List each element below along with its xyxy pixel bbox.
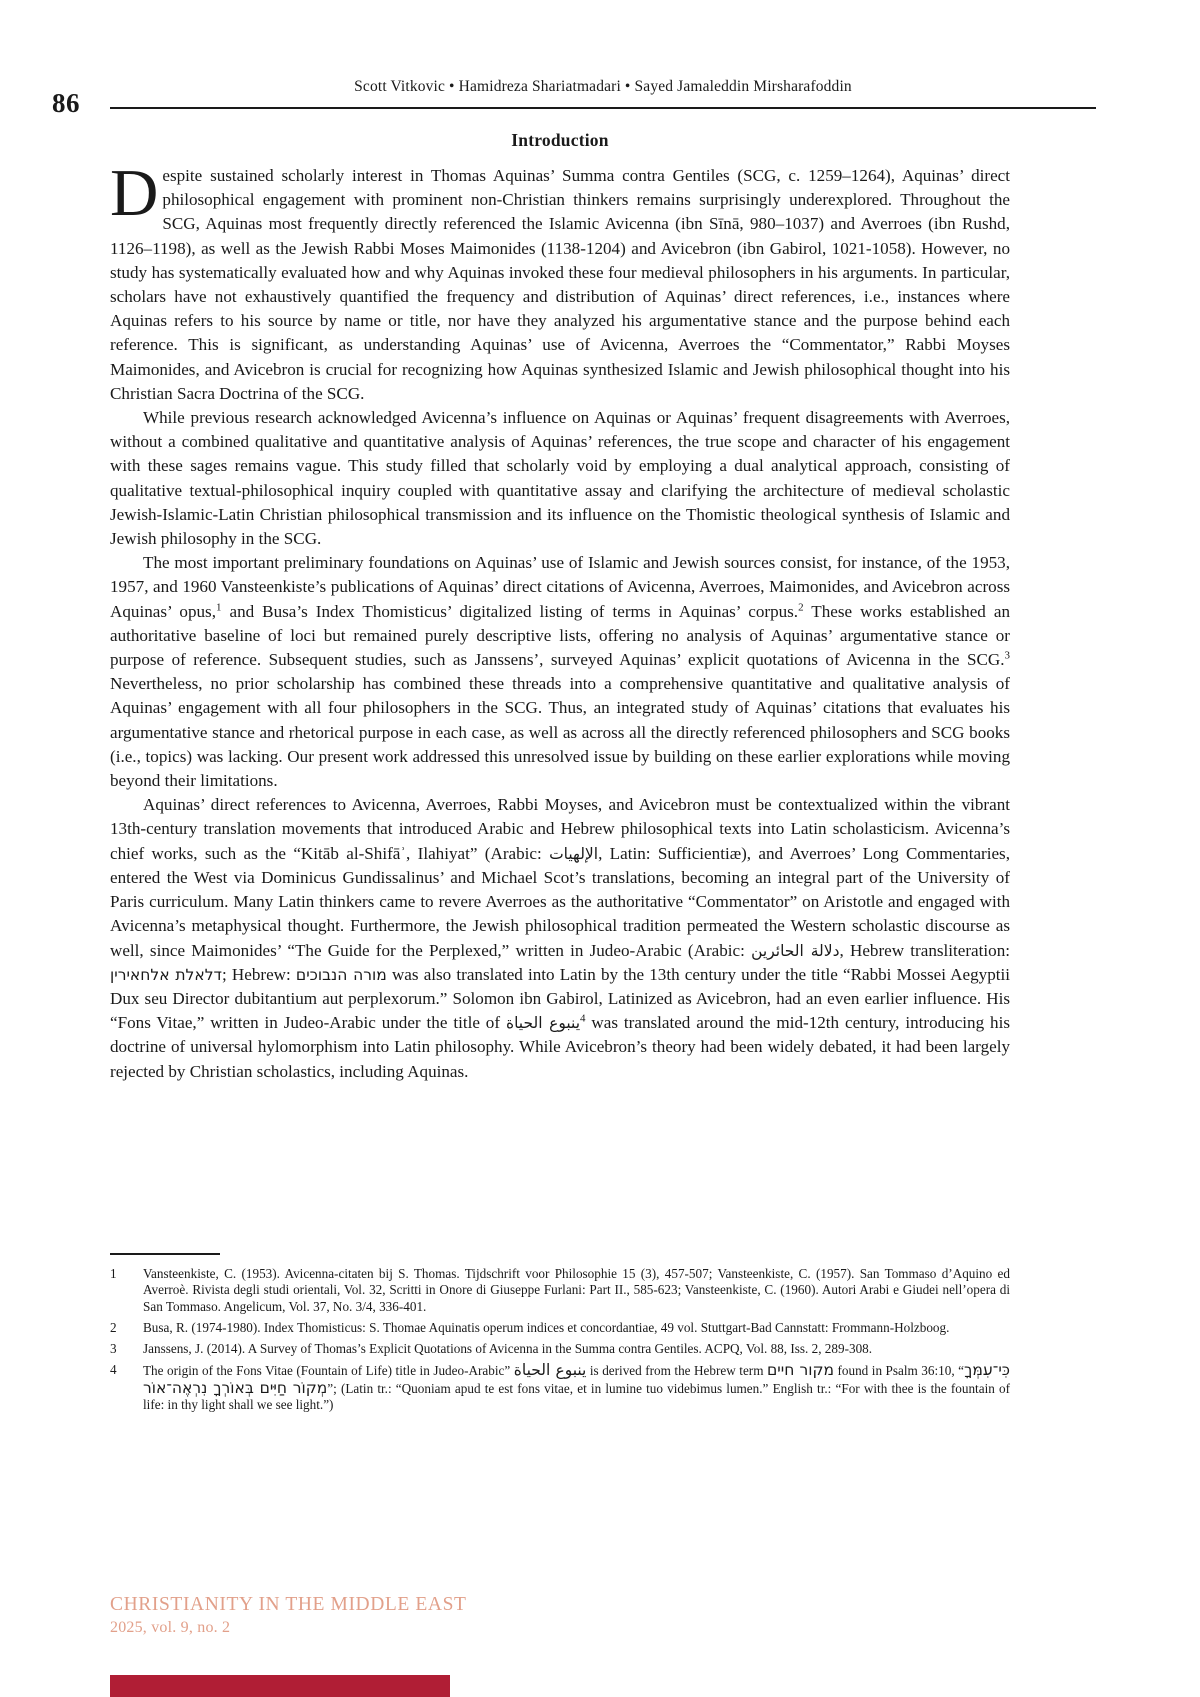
fn4-part-c: found in Psalm 36:10, “ (833, 1363, 965, 1379)
section-title: Introduction (511, 130, 609, 150)
p4-part-e: was also translated into Latin by the 13th century under the title “Rabbi Mossei Aegyptii Dux seu Director dubitantium aut perplexorum.” Solomon ibn Gabirol, Latinized as Avicebron, had an even earlier influence. His “Fons Vitae,” written in Judeo-Arabic under the title of (110, 964, 1010, 1033)
fn4-part-d: ”; (Latin tr.: “Quoniam apud te est fons vitae, et in lumine tuo videbimus lumen.” English tr.: “For with thee is the fountain of life: in thy light shall we see light.”) (143, 1380, 1010, 1413)
fn4-part-a: The origin of the Fons Vitae (Fountain of Life) title in Judeo-Arabic” (143, 1363, 514, 1379)
arabic-term-yanbu-al-hayat: ينبوع الحياة (505, 1014, 581, 1033)
hebrew-psalm-quote: כִּי־עִמְּךָ מְקוֹר חַיִּים בְּאוֹרְךָ נִרְאֶה־אוֹר (143, 1361, 1010, 1397)
footnote-item (110, 1341, 1010, 1357)
footnote-text: Vansteenkiste, C. (1953). Avicenna-citaten bij S. Thomas. Tijdschrift voor Philosophie 15 (3), 457-507; Vansteenkiste, C. (1957). San Tommaso d’Aquino ed Averroè. Rivista degli studi orientali, Vol. 32, Scritti in Onore di Giuseppe Furlani: Part II., 585-623; Vansteenkiste, C. (1960). Autori Arabi e Giudei nell’opera di San Tommaso. Angelicum, Vol. 37, No. 3/4, 336-401. (143, 1266, 1010, 1314)
page-footer (110, 1592, 467, 1639)
footnote-text: Busa, R. (1974-1980). Index Thomisticus: S. Thomae Aquinatis operum indices et concordantiae, 49 vol. Stuttgart-Bad Cannstatt: Frommann-Holzboog. (143, 1319, 950, 1335)
p3-part-b: and Busa’s Index Thomisticus’ digitalized listing of terms in Aquinas’ corpus. (221, 601, 799, 621)
p4-part-a: Aquinas’ direct references to Avicenna, Averroes, Rabbi Moyses, and Avicebron must be contextualized within the vibrant 13th-century translation movements that introduced Arabic and Hebrew philosophical texts into Latin scholasticism. Avicenna’s chief works, such as the “Kitāb al-Shifāʾ, Ilahiyat” (Arabic: (110, 795, 1010, 863)
footer-color-bar (110, 1675, 450, 1697)
arabic-term-fons-vitae: ينبوع الحياة (513, 1361, 587, 1380)
footnote-ref-2[interactable]: 2 (798, 600, 804, 613)
p4-part-b: , Latin: Sufficientiæ), and Averroes’ Long Commentaries, entered the West via Dominicus Gundissalinus’ and Michael Scot’s translations, becoming an integral part of the University of Paris curriculum. Many Latin thinkers came to revere Averroes as the authoritative “Commentator” on Aristotle and engaged with Avicenna’s metaphysical thought. Furthermore, the Jewish philosophical tradition permeated the Western scholastic discourse as well, since Maimonides’ “The Guide for the Perplexed,” written in Judeo-Arabic (Arabic: (110, 843, 1010, 960)
arabic-term-ilahiyat: الإلهيات (549, 844, 599, 863)
footnote-item (110, 1266, 1010, 1315)
footnote-number: 2 (110, 1319, 117, 1335)
p3-part-c: These works established an authoritative baseline of loci but remained purely descriptive lists, offering no analysis of Aquinas’ argumentative stance or purpose of reference. Subsequent studies, such as Janssens’, surveyed Aquinas’ explicit quotations of Avicenna in the SCG. (110, 601, 1010, 670)
running-head: Scott Vitkovic • Hamidreza Shariatmadari • Sayed Jamaleddin Mirsharafoddin (354, 78, 852, 95)
footnote-ref-1[interactable]: 1 (215, 600, 222, 613)
p3-part-a: The most important preliminary foundations on Aquinas’ use of Islamic and Jewish sources consist, for instance, of the 1953, 1957, and 1960 Vansteenkiste’s publications of Aquinas’ direct citations of Avicenna, Averroes, Maimonides, and Avicebron across Aquinas’ opus, (110, 553, 1010, 621)
header-divider (110, 107, 1096, 109)
journal-name: CHRISTIANITY IN THE MIDDLE EAST (110, 1594, 467, 1615)
hebrew-term-mekor-chaim: מקור חיים (766, 1361, 834, 1380)
arabic-term-dalalat-al-hairin: دلالة الحائرين (751, 941, 840, 960)
paragraph-4 (110, 793, 1010, 1083)
footnote-number: 4 (110, 1362, 117, 1378)
footnote-item (110, 1320, 1010, 1336)
footnote-number: 3 (110, 1341, 117, 1357)
fn4-part-b: is derived from the Hebrew term (586, 1363, 767, 1379)
footnote-number: 1 (110, 1266, 117, 1281)
p4-part-d: ; Hebrew: (222, 964, 296, 984)
paragraph-3 (110, 551, 1010, 793)
p4-part-f: was translated around the mid-12th century, introducing his doctrine of universal hylomorphism into Latin philosophy. While Avicebron’s theory had been widely debated, it had been largely rejected by Christian scholastics, including Aquinas. (110, 1013, 1010, 1081)
journal-issue: 2025, vol. 9, no. 2 (110, 1619, 231, 1636)
footnote-divider (110, 1253, 220, 1255)
p3-part-d: Nevertheless, no prior scholarship has combined these threads into a comprehensive quantitative and qualitative analysis of Aquinas’ engagement with all four philosophers in the SCG. Thus, an integrated study of Aquinas’ citations that evaluates his argumentative stance and rhetorical purpose in each case, as well as across all the directly referenced philosophers and SCG books (i.e., topics) was lacking. Our present work addressed this unresolved issue by building on these earlier explorations while moving beyond their limitations. (110, 674, 1010, 791)
footnotes-list (110, 1266, 1010, 1418)
page-number: 86 (52, 88, 80, 118)
paragraph-2: While previous research acknowledged Avicenna’s influence on Aquinas or Aquinas’ frequent disagreements with Averroes, without a combined qualitative and quantitative analysis of Aquinas’ references, the true scope and character of his engagement with these sages remains vague. This study filled that scholarly void by employing a dual analytical approach, consisting of qualitative textual-philosophical inquiry coupled with quantitative assay and clarifying the architecture of medieval scholastic Jewish-Islamic-Latin Christian philosophical transmission and its influence on the Thomistic theological synthesis of Islamic and Jewish philosophy in the SCG. (110, 408, 1010, 549)
footnote-item (110, 1362, 1010, 1413)
page-header (52, 78, 1096, 118)
p4-part-c: , Hebrew transliteration: (839, 940, 1010, 960)
hebrew-term-moreh-nevuchim: מורה הנבוכים (295, 965, 387, 984)
footnote-text (143, 1362, 1010, 1413)
article-body (110, 130, 1010, 1084)
footnote-ref-3[interactable]: 3 (1004, 649, 1010, 662)
footnote-ref-4[interactable]: 4 (580, 1012, 586, 1025)
footnote-text: Janssens, J. (2014). A Survey of Thomas’s Explicit Quotations of Avicenna in the Summa contra Gentiles. ACPQ, Vol. 88, Iss. 2, 289-308. (143, 1341, 873, 1357)
paragraph-1: Despite sustained scholarly interest in Thomas Aquinas’ Summa contra Gentiles (SCG, c. 1259–1264), Aquinas’ direct philosophical engagement with prominent non-Christian thinkers remains surprisingly underexplored. Throughout the SCG, Aquinas most frequently directly referenced the Islamic Avicenna (ibn Sīnā, 980–1037) and Averroes (ibn Rushd, 1126–1198), as well as the Jewish Rabbi Moses Maimonides (1138-1204) and Avicebron (ibn Gabirol, 1021-1058). However, no study has systematically evaluated how and why Aquinas invoked these four medieval philosophers in his arguments. In particular, scholars have not exhaustively quantified the frequency and distribution of Aquinas’ direct references, i.e., instances where Aquinas refers to his source by name or title, nor have they analyzed his argumentative stance and the purpose behind each reference. This is significant, as understanding Aquinas’ use of Avicenna, Averroes the “Commentator,” Rabbi Moyses Maimonides, and Avicebron is crucial for recognizing how Aquinas synthesized Islamic and Jewish philosophical thought into his Christian Sacra Doctrina of the SCG. (110, 156, 1010, 403)
hebrew-transliteration-dalalat: דלאלת אלחאירין (110, 965, 222, 984)
